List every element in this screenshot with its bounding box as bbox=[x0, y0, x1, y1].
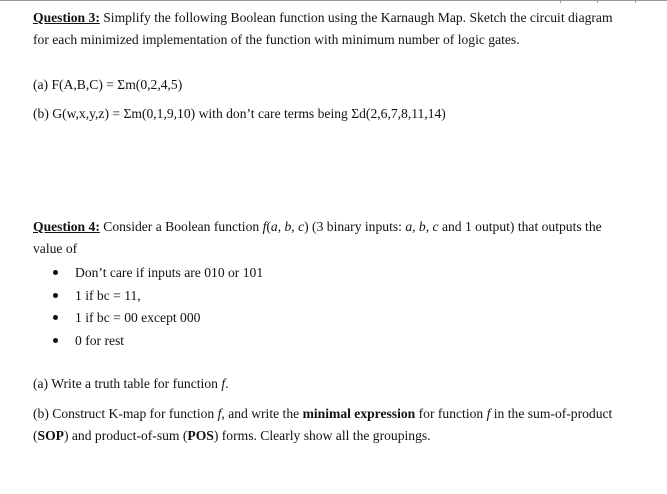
q3-intro-line2: for each minimized implementation of the function with minimum number of logic gates. bbox=[33, 32, 520, 47]
q4-bullet-item bbox=[53, 264, 263, 281]
q4-bullet-text: 0 for rest bbox=[75, 333, 125, 348]
q4-part-a-text: (a) Write a truth table for function bbox=[33, 376, 222, 391]
q3-part-b: (b) G(w,x,y,z) = Σm(0,1,9,10) with don’t care terms being Σd(2,6,7,8,11,14) bbox=[33, 106, 446, 121]
q4-func-name: f bbox=[262, 219, 267, 234]
q4-part-b-func: f bbox=[217, 406, 222, 421]
q3-intro-text: Simplify the following Boolean function using the Karnaugh Map. Sketch the circuit diagram bbox=[103, 10, 613, 25]
bullet-icon bbox=[53, 338, 58, 343]
rule-tick bbox=[597, 0, 598, 3]
q3-part-a: (a) F(A,B,C) = Σm(0,2,4,5) bbox=[33, 77, 183, 92]
q4-label: Question 4: bbox=[33, 219, 100, 234]
q4-part-b-pre: (b) Construct K-map for function bbox=[33, 406, 218, 421]
q4-part-b-open: ( bbox=[33, 428, 38, 443]
q3-intro-line1 bbox=[33, 9, 613, 26]
q4-part-b-mid2: for function bbox=[415, 406, 487, 421]
rule-tick bbox=[635, 0, 636, 3]
bullet-icon bbox=[53, 315, 58, 320]
q4-intro-pre: Consider a Boolean function bbox=[103, 219, 263, 234]
q4-part-b-bold: minimal expression bbox=[302, 406, 416, 421]
q4-intro-line2: value of bbox=[33, 241, 78, 256]
q4-intro-line1: Question 4: Consider a Boolean function f(a, b, c) (3 binary inputs: a, b, c and 1 output) that outputs the bbox=[33, 219, 602, 234]
q4-part-a bbox=[33, 375, 229, 392]
q4-pos: POS bbox=[187, 428, 214, 443]
q4-part-b-func2: f bbox=[486, 406, 491, 421]
q4-part-a-func: f bbox=[221, 376, 226, 391]
q3-label: Question 3: bbox=[33, 10, 100, 25]
q4-intro-post: and 1 output) that outputs the bbox=[438, 219, 602, 234]
bullet-icon bbox=[53, 293, 58, 298]
q4-input-c: c bbox=[432, 219, 439, 234]
q4-sop: SOP bbox=[37, 428, 64, 443]
q4-part-a-period: . bbox=[225, 376, 229, 391]
q4-part-b-mid1: , and write the bbox=[221, 406, 303, 421]
top-rule bbox=[0, 0, 667, 1]
q4-inputs-pre: ) (3 binary inputs: bbox=[304, 219, 406, 234]
q4-arg-b: b bbox=[284, 219, 292, 234]
q4-arg-a: a bbox=[270, 219, 278, 234]
rule-tick bbox=[560, 0, 561, 3]
q4-bullet-text: 1 if bc = 11, bbox=[75, 288, 141, 303]
q4-part-b-line1 bbox=[33, 405, 612, 422]
q4-part-b-line2-post: ) forms. Clearly show all the groupings. bbox=[213, 428, 431, 443]
q4-paren-open: ( bbox=[266, 219, 271, 234]
q4-part-b-post: in the sum-of-product bbox=[490, 406, 613, 421]
q4-arg-c: c bbox=[298, 219, 305, 234]
q4-bullet-text: Don’t care if inputs are 010 or 101 bbox=[75, 265, 264, 280]
q4-bullet-item bbox=[53, 287, 141, 304]
q4-part-b-line2 bbox=[33, 427, 431, 444]
q4-part-b-line2-mid: ) and product-of-sum ( bbox=[63, 428, 188, 443]
q4-input-a: a bbox=[405, 219, 413, 234]
q4-bullet-item bbox=[53, 309, 200, 326]
q4-input-b: b bbox=[418, 219, 426, 234]
q4-bullet-text: 1 if bc = 00 except 000 bbox=[75, 310, 201, 325]
q4-bullet-item bbox=[53, 332, 124, 349]
bullet-icon bbox=[53, 270, 58, 275]
